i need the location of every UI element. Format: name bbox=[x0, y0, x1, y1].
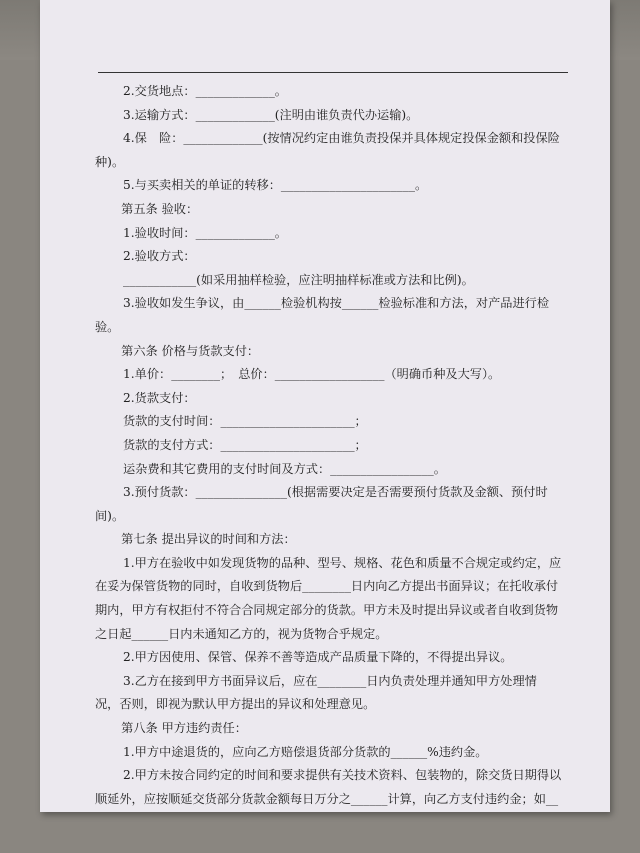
contract-line: 之日起______日内未通知乙方的，视为货物合乎规定。 bbox=[95, 626, 388, 641]
contract-line: 货款的支付时间：______________________； bbox=[123, 414, 367, 429]
contract-line: ____________(如采用抽样检验，应注明抽样标准或方法和比例)。 bbox=[123, 272, 474, 287]
header-rule bbox=[98, 72, 568, 73]
contract-line: 2.甲方未按合同约定的时间和要求提供有关技术资料、包装物的，除交货日期得以 bbox=[123, 768, 562, 783]
contract-line: 第八条 甲方违约责任： bbox=[109, 721, 247, 736]
contract-line: 2.交货地点：_____________。 bbox=[123, 84, 287, 98]
contract-line: 1.验收时间：_____________。 bbox=[123, 225, 287, 240]
contract-line: 4.保 险：_____________(按情况约定由谁负责投保并具体规定投保金额和投保险 bbox=[123, 131, 560, 146]
contract-line: 况，否则，即视为默认甲方提出的异议和处理意见。 bbox=[95, 697, 376, 712]
contract-line: 2.甲方因使用、保管、保养不善等造成产品质量下降的，不得提出异议。 bbox=[123, 650, 513, 665]
contract-line: 货款的支付方式：______________________； bbox=[123, 437, 367, 452]
contract-line: 第七条 提出异议的时间和方法： bbox=[109, 532, 296, 547]
contract-line: 第五条 验收： bbox=[109, 201, 199, 216]
contract-line: 间)。 bbox=[95, 508, 125, 523]
contract-line: 3.运输方式：_____________(注明由谁负责代办运输)。 bbox=[123, 107, 419, 122]
contract-line: 验。 bbox=[95, 319, 120, 334]
contract-line: 1.单价：________； 总价：__________________（明确币种及大写）。 bbox=[123, 367, 501, 382]
contract-line: 顺延外，应按顺延交货部分货款金额每日万分之______计算，向乙方支付违约金；如__ bbox=[95, 791, 559, 806]
contract-line: 3.验收如发生争议，由______检验机构按______检验标准和方法，对产品进行检 bbox=[123, 296, 550, 311]
contract-line: 种)。 bbox=[95, 154, 125, 169]
contract-text bbox=[95, 80, 575, 811]
contract-page bbox=[40, 0, 610, 812]
contract-line: 2.验收方式： bbox=[123, 249, 196, 264]
contract-line: 在妥为保管货物的同时，自收到货物后________日内向乙方提出书面异议；在托收承付 bbox=[95, 579, 559, 594]
contract-line: 2.货款支付： bbox=[123, 390, 196, 405]
contract-line: 运杂费和其它费用的支付时间及方式：_________________。 bbox=[123, 461, 446, 476]
contract-line: 期内，甲方有权拒付不符合合同规定部分的货款。甲方未及时提出异议或者自收到货物 bbox=[95, 603, 559, 618]
contract-line: 1.甲方中途退货的，应向乙方赔偿退货部分货款的______%违约金。 bbox=[123, 744, 488, 759]
contract-line: 3.乙方在接到甲方书面异议后，应在________日内负责处理并通知甲方处理情 bbox=[123, 673, 537, 688]
contract-line: 3.预付货款：_______________(根据需要决定是否需要预付货款及金额、预付时 bbox=[123, 485, 548, 500]
contract-line: 5.与买卖相关的单证的转移：______________________。 bbox=[123, 178, 428, 193]
contract-line: 1.甲方在验收中如发现货物的品种、型号、规格、花色和质量不合规定或约定，应 bbox=[123, 555, 562, 570]
contract-line: 第六条 价格与货款支付： bbox=[109, 343, 260, 358]
